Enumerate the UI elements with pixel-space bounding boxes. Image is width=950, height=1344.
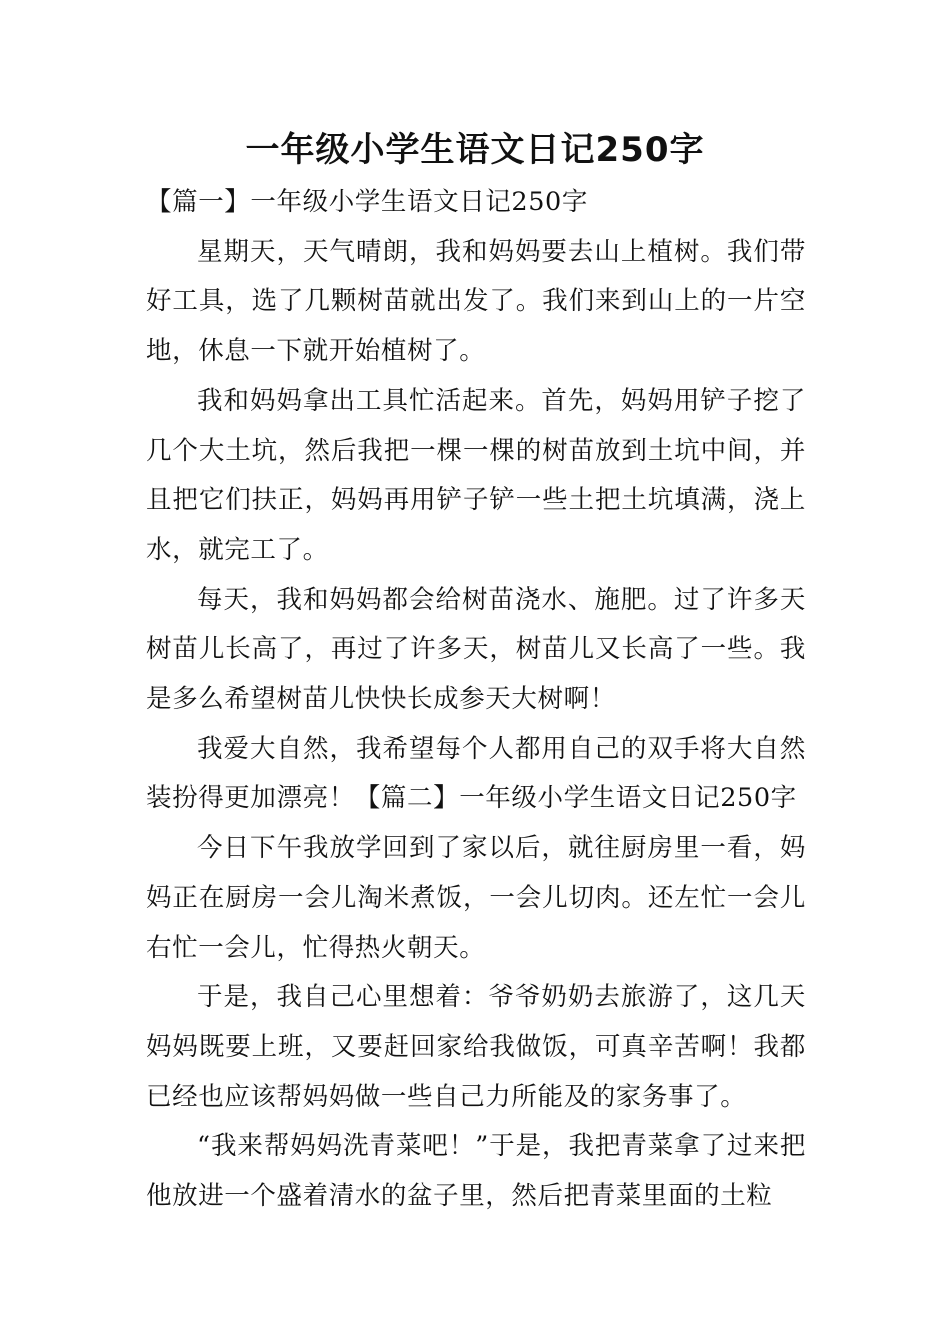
paragraph-4: 我爱大自然，我希望每个人都用自己的双手将大自然装扮得更加漂亮！【篇二】一年级小学生语文日记250字 xyxy=(146,733,806,814)
paragraph-7: “我来帮妈妈洗青菜吧！”于是，我把青菜拿了过来把他放进一个盛着清水的盆子里，然后把青菜里面的土粒 xyxy=(146,1131,806,1212)
section-heading: 【篇一】一年级小学生语文日记250字 xyxy=(146,187,588,217)
paragraph-6: 于是，我自己心里想着：爷爷奶奶去旅游了，这几天妈妈既要上班，又要赶回家给我做饭，可真辛苦啊！我都已经也应该帮妈妈做一些自己力所能及的家务事了。 xyxy=(146,982,806,1112)
paragraph-1: 星期天，天气晴朗，我和妈妈要去山上植树。我们带好工具，选了几颗树苗就出发了。我们来到山上的一片空地，休息一下就开始植树了。 xyxy=(146,236,806,367)
paragraph-2: 我和妈妈拿出工具忙活起来。首先，妈妈用铲子挖了几个大土坑，然后我把一棵一棵的树苗放到土坑中间，并且把它们扶正，妈妈再用铲子铲一些土把土坑填满，浇上水，就完工了。 xyxy=(146,385,806,565)
paragraph-5: 今日下午我放学回到了家以后，就往厨房里一看，妈妈正在厨房一会儿淘米煮饭，一会儿切肉。还左忙一会儿右忙一会儿，忙得热火朝天。 xyxy=(146,833,806,963)
paragraph-3: 每天，我和妈妈都会给树苗浇水、施肥。过了许多天树苗儿长高了，再过了许多天，树苗儿又长高了一些。我是多么希望树苗儿快快长成参天大树啊！ xyxy=(146,584,806,715)
document-body xyxy=(146,178,806,1222)
document-title: 一年级小学生语文日记250字 xyxy=(245,130,705,170)
